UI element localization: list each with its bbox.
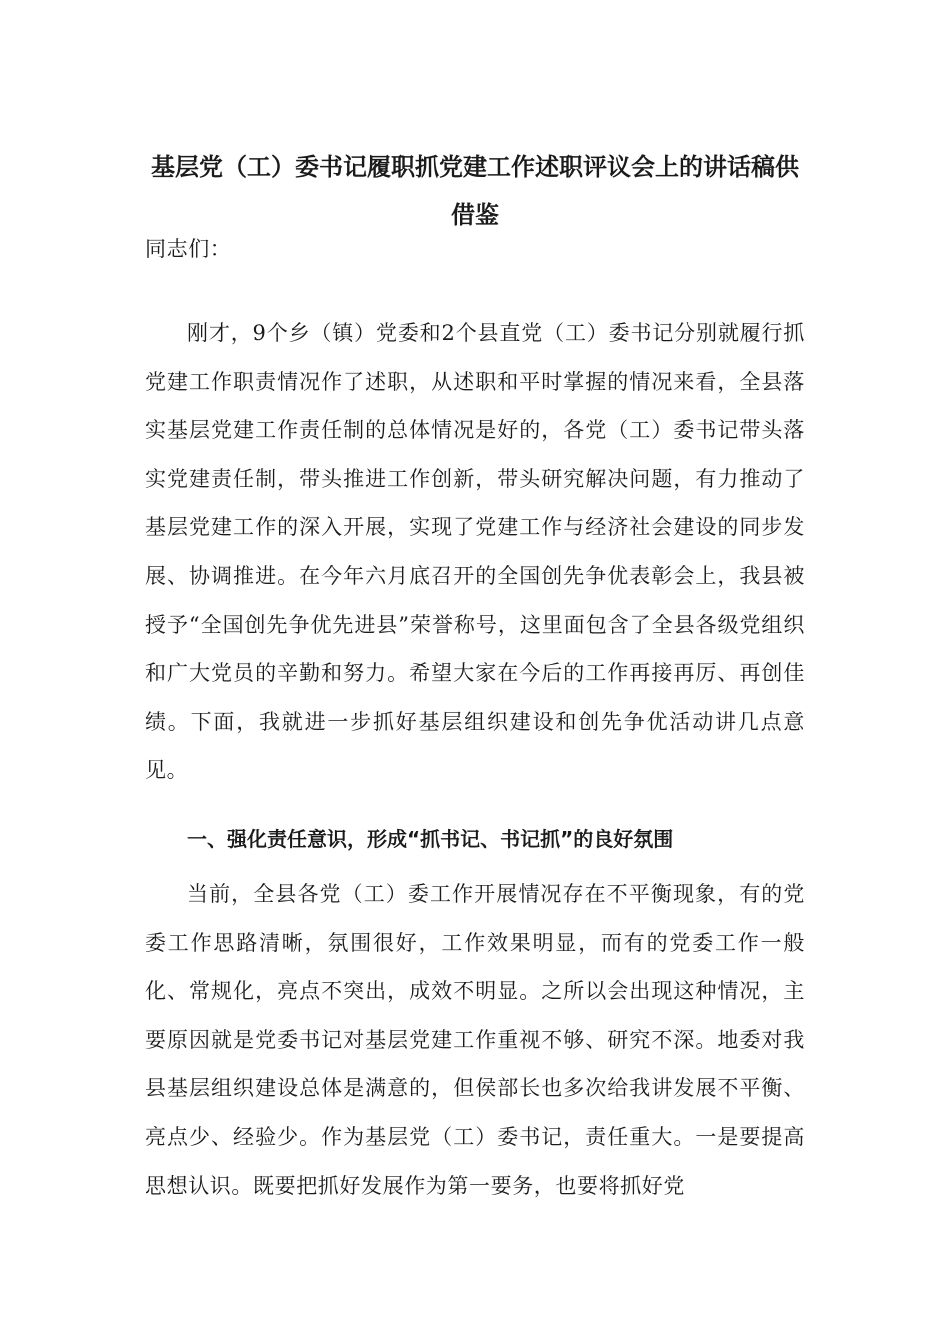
paragraph-2: 当前，全县各党（工）委工作开展情况存在不平衡现象，有的党委工作思路清晰，氛围很好，工作效果明显，而有的党委工作一般化、常规化，亮点不突出，成效不明显。之所以会出现这种情况，主要原因就是党委书记对基层党建工作重视不够、研究不深。地委对我县基层组织建设总体是满意的，但侯部长也多次给我讲发展不平衡、亮点少、经验少。作为基层党（工）委书记，责任重大。一是要提高思想认识。既要把抓好发展作为第一要务，也要将抓好党 bbox=[145, 882, 805, 1198]
paragraph-1: 刚才，9个乡（镇）党委和2个县直党（工）委书记分别就履行抓党建工作职责情况作了述职，从述职和平时掌握的情况来看，全县落实基层党建工作责任制的总体情况是好的，各党（工）委书记带头落实党建责任制，带头推进工作创新，带头研究解决问题，有力推动了基层党建工作的深入开展，实现了党建工作与经济社会建设的同步发展、协调推进。在今年六月底召开的全国创先争优表彰会上，我县被授予“全国创先争优先进县”荣誉称号，这里面包含了全县各级党组织和广大党员的辛勤和努力。希望大家在今后的工作再接再厉、再创佳绩。下面，我就进一步抓好基层组织建设和创先争优活动讲几点意见。 bbox=[145, 321, 805, 783]
section-1-heading: 一、强化责任意识，形成“抓书记、书记抓”的良好氛围 bbox=[187, 827, 674, 851]
salutation: 同志们： bbox=[145, 237, 232, 261]
document-title: 基层党（工）委书记履职抓党建工作述职评议会上的讲话稿供借鉴 bbox=[151, 153, 799, 229]
